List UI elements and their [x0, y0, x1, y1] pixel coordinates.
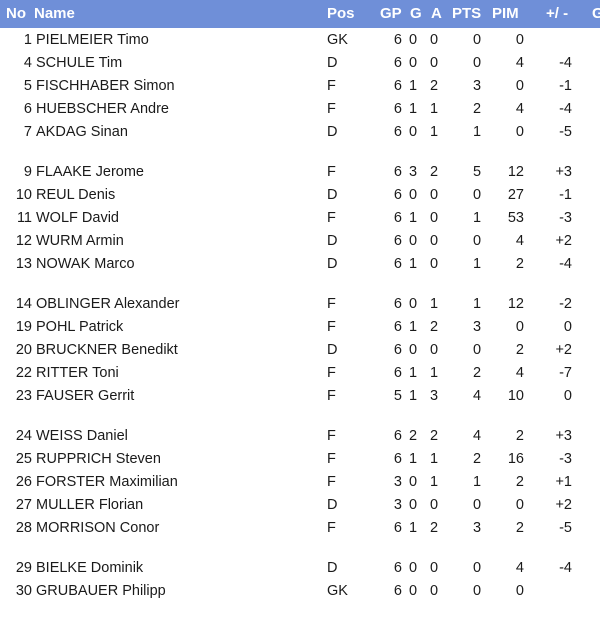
cell-gp: 6 [393, 55, 402, 71]
cell-no: 11 [16, 210, 32, 226]
cell-gp: 6 [393, 233, 402, 249]
cell-plus-minus: +2 [555, 497, 572, 513]
cell-gp: 6 [393, 32, 402, 48]
cell-g: 0 [408, 233, 418, 249]
cell-pim: 53 [507, 210, 524, 226]
cell-gp: 6 [393, 319, 402, 335]
cell-a: 0 [429, 583, 439, 599]
cell-name: NOWAK Marco [36, 256, 135, 272]
cell-pts: 4 [472, 428, 482, 444]
cell-pos: F [327, 164, 336, 180]
header-a: A [431, 5, 442, 22]
cell-pos: F [327, 210, 336, 226]
cell-name: RUPPRICH Steven [36, 451, 161, 467]
cell-name: MORRISON Conor [36, 520, 160, 536]
cell-pim: 0 [515, 32, 524, 48]
cell-name: HUEBSCHER Andre [36, 101, 169, 117]
cell-pos: F [327, 474, 336, 490]
cell-no: 5 [23, 78, 32, 94]
cell-name: FORSTER Maximilian [36, 474, 178, 490]
cell-pts: 1 [472, 296, 482, 312]
cell-a: 2 [429, 319, 439, 335]
cell-pim: 4 [515, 365, 524, 381]
cell-name: PIELMEIER Timo [36, 32, 149, 48]
cell-pim: 4 [515, 560, 524, 576]
table-row [0, 252, 600, 275]
cell-pim: 0 [515, 319, 524, 335]
cell-g: 1 [408, 101, 418, 117]
table-row [0, 579, 600, 602]
cell-g: 2 [408, 428, 418, 444]
cell-name: WURM Armin [36, 233, 124, 249]
cell-plus-minus: -1 [559, 187, 572, 203]
cell-pts: 0 [472, 560, 482, 576]
cell-a: 0 [429, 55, 439, 71]
cell-pim: 4 [515, 55, 524, 71]
cell-g: 0 [408, 55, 418, 71]
cell-name: FAUSER Gerrit [36, 388, 135, 404]
cell-pos: D [327, 233, 338, 249]
cell-gp: 6 [393, 296, 402, 312]
table-row [0, 470, 600, 493]
cell-name: SCHULE Tim [36, 55, 123, 71]
cell-pts: 1 [472, 474, 482, 490]
cell-pim: 2 [515, 520, 524, 536]
cell-pim: 0 [515, 124, 524, 140]
cell-name: OBLINGER Alexander [36, 296, 180, 312]
cell-a: 2 [429, 428, 439, 444]
cell-gp: 5 [393, 388, 402, 404]
cell-gp: 6 [393, 560, 402, 576]
cell-gp: 6 [393, 583, 402, 599]
header-name: Name [34, 5, 75, 22]
cell-pts: 2 [472, 365, 482, 381]
cell-pts: 0 [472, 497, 482, 513]
cell-pts: 4 [472, 388, 482, 404]
cell-no: 4 [23, 55, 32, 71]
table-row [0, 229, 600, 252]
cell-no: 1 [23, 32, 32, 48]
cell-g: 1 [408, 256, 418, 272]
cell-pos: F [327, 78, 336, 94]
cell-pts: 0 [472, 583, 482, 599]
cell-gp: 6 [393, 101, 402, 117]
cell-pts: 3 [472, 78, 482, 94]
cell-pos: F [327, 101, 336, 117]
cell-no: 30 [15, 583, 32, 599]
cell-pim: 12 [507, 296, 524, 312]
cell-a: 0 [429, 560, 439, 576]
cell-a: 0 [429, 497, 439, 513]
cell-g: 3 [408, 164, 418, 180]
table-row [0, 183, 600, 206]
cell-plus-minus: +2 [555, 342, 572, 358]
cell-name: RITTER Toni [36, 365, 119, 381]
cell-no: 12 [15, 233, 32, 249]
cell-plus-minus: -4 [559, 101, 572, 117]
cell-pim: 2 [515, 342, 524, 358]
cell-pts: 1 [472, 124, 482, 140]
cell-plus-minus: -4 [559, 256, 572, 272]
cell-pos: D [327, 124, 338, 140]
cell-no: 9 [23, 164, 32, 180]
cell-a: 2 [429, 78, 439, 94]
cell-a: 1 [429, 365, 439, 381]
cell-a: 2 [429, 520, 439, 536]
cell-no: 26 [15, 474, 32, 490]
cell-pos: D [327, 256, 338, 272]
table-row [0, 493, 600, 516]
cell-pts: 0 [472, 342, 482, 358]
cell-no: 10 [15, 187, 32, 203]
header-gp: GP [380, 5, 402, 22]
cell-plus-minus: -5 [559, 124, 572, 140]
header-cut-off: G [592, 5, 604, 22]
cell-plus-minus: +1 [555, 474, 572, 490]
header-pts: PTS [452, 5, 482, 22]
cell-pim: 12 [507, 164, 524, 180]
cell-g: 1 [408, 451, 418, 467]
cell-plus-minus: -4 [559, 560, 572, 576]
cell-plus-minus: +3 [555, 428, 572, 444]
cell-name: REUL Denis [36, 187, 116, 203]
cell-pim: 4 [515, 233, 524, 249]
cell-pim: 27 [507, 187, 524, 203]
cell-g: 0 [408, 124, 418, 140]
cell-plus-minus: -3 [559, 451, 572, 467]
cell-g: 0 [408, 474, 418, 490]
cell-pos: F [327, 319, 336, 335]
cell-g: 1 [408, 388, 418, 404]
cell-plus-minus: -5 [559, 520, 572, 536]
cell-a: 1 [429, 296, 439, 312]
cell-gp: 6 [393, 124, 402, 140]
cell-a: 1 [429, 124, 439, 140]
cell-plus-minus: -4 [559, 55, 572, 71]
header-plus-minus: +/ - [546, 5, 569, 22]
table-row [0, 206, 600, 229]
cell-pim: 2 [515, 428, 524, 444]
cell-pos: F [327, 296, 336, 312]
cell-name: GRUBAUER Philipp [36, 583, 166, 599]
cell-pos: F [327, 388, 336, 404]
cell-g: 0 [408, 187, 418, 203]
cell-g: 1 [408, 365, 418, 381]
cell-name: FISCHHABER Simon [36, 78, 175, 94]
cell-pts: 0 [472, 233, 482, 249]
cell-pts: 0 [472, 32, 482, 48]
cell-g: 0 [408, 560, 418, 576]
cell-pos: F [327, 365, 336, 381]
cell-name: WOLF David [36, 210, 119, 226]
header-pos: Pos [327, 5, 355, 22]
cell-g: 0 [408, 296, 418, 312]
cell-plus-minus: +2 [555, 233, 572, 249]
cell-a: 0 [429, 342, 439, 358]
cell-pos: D [327, 55, 338, 71]
cell-plus-minus: -1 [559, 78, 572, 94]
cell-a: 2 [429, 164, 439, 180]
cell-a: 0 [429, 187, 439, 203]
cell-pim: 4 [515, 101, 524, 117]
header-pim: PIM [492, 5, 519, 22]
table-row [0, 97, 600, 120]
table-row [0, 338, 600, 361]
table-row [0, 74, 600, 97]
cell-gp: 6 [393, 428, 402, 444]
table-row [0, 292, 600, 315]
cell-plus-minus: -3 [559, 210, 572, 226]
cell-gp: 3 [393, 474, 402, 490]
cell-pos: F [327, 520, 336, 536]
cell-no: 24 [15, 428, 32, 444]
header-no: No [6, 5, 26, 22]
cell-pts: 2 [472, 101, 482, 117]
cell-pos: GK [327, 32, 348, 48]
cell-gp: 6 [393, 210, 402, 226]
cell-g: 1 [408, 78, 418, 94]
cell-gp: 3 [393, 497, 402, 513]
header-g: G [410, 5, 422, 22]
cell-pos: D [327, 560, 338, 576]
cell-plus-minus: +3 [555, 164, 572, 180]
cell-gp: 6 [393, 256, 402, 272]
cell-plus-minus: -7 [559, 365, 572, 381]
cell-g: 1 [408, 520, 418, 536]
cell-a: 0 [429, 210, 439, 226]
cell-g: 0 [408, 32, 418, 48]
cell-no: 27 [15, 497, 32, 513]
cell-pim: 0 [515, 497, 524, 513]
cell-pos: D [327, 187, 338, 203]
cell-gp: 6 [393, 520, 402, 536]
group-spacer [0, 143, 600, 160]
cell-no: 13 [15, 256, 32, 272]
table-header [0, 0, 604, 28]
cell-pos: F [327, 428, 336, 444]
cell-gp: 6 [393, 451, 402, 467]
cell-name: FLAAKE Jerome [36, 164, 144, 180]
cell-pts: 0 [472, 55, 482, 71]
cell-name: AKDAG Sinan [36, 124, 128, 140]
cell-no: 25 [15, 451, 32, 467]
cell-no: 20 [15, 342, 32, 358]
cell-pts: 3 [472, 319, 482, 335]
player-table [0, 28, 600, 602]
cell-no: 28 [15, 520, 32, 536]
cell-pim: 16 [507, 451, 524, 467]
cell-pts: 3 [472, 520, 482, 536]
cell-name: POHL Patrick [36, 319, 124, 335]
cell-a: 1 [429, 101, 439, 117]
cell-pts: 1 [472, 256, 482, 272]
cell-no: 6 [23, 101, 32, 117]
group-spacer [0, 275, 600, 292]
cell-a: 0 [429, 256, 439, 272]
cell-name: MULLER Florian [36, 497, 144, 513]
cell-name: BRUCKNER Benedikt [36, 342, 178, 358]
cell-g: 1 [408, 210, 418, 226]
cell-g: 0 [408, 497, 418, 513]
cell-pos: D [327, 342, 338, 358]
table-row [0, 160, 600, 183]
group-spacer [0, 539, 600, 556]
cell-no: 22 [15, 365, 32, 381]
cell-no: 14 [15, 296, 32, 312]
table-row [0, 556, 600, 579]
cell-a: 0 [429, 32, 439, 48]
cell-pts: 0 [472, 187, 482, 203]
cell-gp: 6 [393, 164, 402, 180]
cell-gp: 6 [393, 342, 402, 358]
table-row [0, 361, 600, 384]
cell-a: 0 [429, 233, 439, 249]
cell-plus-minus: 0 [563, 319, 572, 335]
cell-g: 1 [408, 319, 418, 335]
cell-pts: 1 [472, 210, 482, 226]
cell-g: 0 [408, 342, 418, 358]
cell-pts: 2 [472, 451, 482, 467]
cell-no: 23 [15, 388, 32, 404]
cell-pts: 5 [472, 164, 482, 180]
cell-no: 19 [15, 319, 32, 335]
table-row [0, 384, 600, 407]
cell-a: 1 [429, 451, 439, 467]
table-row [0, 516, 600, 539]
table-row [0, 424, 600, 447]
cell-pos: D [327, 497, 338, 513]
cell-g: 0 [408, 583, 418, 599]
cell-plus-minus: 0 [563, 388, 572, 404]
cell-no: 29 [15, 560, 32, 576]
cell-gp: 6 [393, 187, 402, 203]
cell-no: 7 [23, 124, 32, 140]
cell-pim: 0 [515, 583, 524, 599]
cell-name: WEISS Daniel [36, 428, 128, 444]
cell-pim: 0 [515, 78, 524, 94]
cell-pos: GK [327, 583, 348, 599]
cell-gp: 6 [393, 78, 402, 94]
table-row [0, 51, 600, 74]
cell-pos: F [327, 451, 336, 467]
table-row [0, 120, 600, 143]
cell-pim: 10 [507, 388, 524, 404]
cell-a: 1 [429, 474, 439, 490]
table-row [0, 447, 600, 470]
cell-gp: 6 [393, 365, 402, 381]
table-row [0, 28, 600, 51]
cell-name: BIELKE Dominik [36, 560, 144, 576]
cell-plus-minus: -2 [559, 296, 572, 312]
table-row [0, 315, 600, 338]
group-spacer [0, 407, 600, 424]
cell-pim: 2 [515, 256, 524, 272]
cell-pim: 2 [515, 474, 524, 490]
cell-a: 3 [429, 388, 439, 404]
